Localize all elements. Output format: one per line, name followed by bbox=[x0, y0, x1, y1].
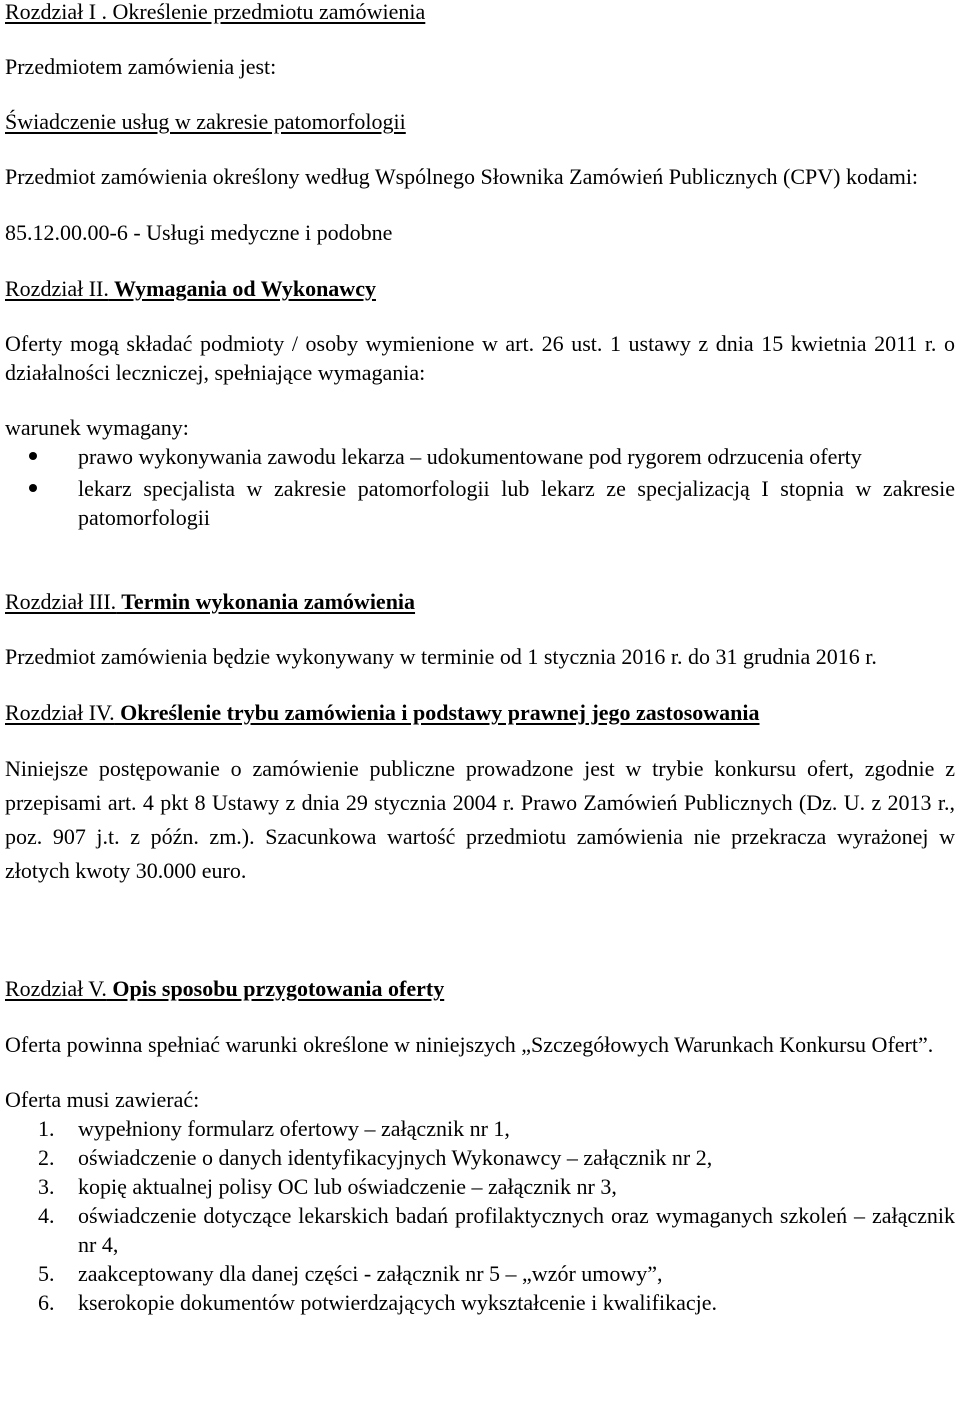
section-5-heading-title: Opis sposobu przygotowania oferty bbox=[106, 976, 445, 1001]
list-item-text: kserokopie dokumentów potwierdzających wykształcenie i kwalifikacje. bbox=[78, 1290, 717, 1315]
section-2-text: Oferty mogą składać podmioty / osoby wymienione w art. 26 ust. 1 ustawy z dnia 15 kwietnia 2011 r. o działalności leczniczej, spełniające wymagania: bbox=[5, 331, 955, 385]
section-5-text: Oferta powinna spełniać warunki określone w niniejszych „Szczegółowych Warunkach Konkursu Ofert”. bbox=[5, 1032, 934, 1057]
offer-contents-list bbox=[5, 1114, 955, 1317]
list-item-number: 6. bbox=[38, 1290, 55, 1315]
list-item-text: wypełniony formularz ofertowy – załącznik nr 1, bbox=[78, 1116, 510, 1141]
document-page bbox=[5, 0, 955, 1317]
list-item bbox=[5, 1201, 955, 1259]
list-item-text: kopię aktualnej polisy OC lub oświadczenie – załącznik nr 3, bbox=[78, 1174, 617, 1199]
list-item-number: 2. bbox=[38, 1145, 55, 1170]
list-item-text: oświadczenie dotyczące lekarskich badań profilaktycznych oraz wymaganych szkoleń – załącznik nr 4, bbox=[78, 1203, 955, 1257]
list-item bbox=[5, 474, 955, 532]
section-1-heading-text: Rozdział I . Określenie przedmiotu zamówienia bbox=[5, 0, 426, 24]
section-4-heading-num: Rozdział IV. bbox=[5, 700, 115, 725]
section-2-heading bbox=[5, 274, 955, 303]
list-item-number: 1. bbox=[38, 1116, 55, 1141]
section-1-subject: Świadczenie usług w zakresie patomorfologii bbox=[5, 109, 406, 134]
section-2-heading-title: Wymagania od Wykonawcy bbox=[108, 276, 376, 301]
section-3-heading-num: Rozdział III. bbox=[5, 589, 117, 614]
list-item-text: lekarz specjalista w zakresie patomorfologii lub lekarz ze specjalizacją I stopnia w zakresie patomorfologii bbox=[78, 476, 955, 530]
section-1-cpv-text: Przedmiot zamówienia określony według Wspólnego Słownika Zamówień Publicznych (CPV) kodami: bbox=[5, 164, 919, 189]
list-item-number: 3. bbox=[38, 1174, 55, 1199]
section-3-heading bbox=[5, 587, 955, 616]
section-4-heading-title: Określenie trybu zamówienia i podstawy prawnej jego zastosowania bbox=[114, 700, 760, 725]
section-1-heading bbox=[5, 0, 955, 26]
bullet-icon bbox=[29, 484, 37, 492]
list-item bbox=[5, 1259, 955, 1288]
list-item-text: prawo wykonywania zawodu lekarza – udokumentowane pod rygorem odrzucenia oferty bbox=[78, 444, 862, 469]
requirement-list bbox=[5, 442, 955, 532]
list-item bbox=[5, 1288, 955, 1317]
list-item-number: 4. bbox=[38, 1203, 55, 1228]
section-5-heading-num: Rozdział V. bbox=[5, 976, 107, 1001]
list-item bbox=[5, 1172, 955, 1201]
list-item bbox=[5, 442, 955, 471]
section-2-requirement-label: warunek wymagany: bbox=[5, 415, 189, 440]
list-item-text: zaakceptowany dla danej części - załącznik nr 5 – „wzór umowy”, bbox=[78, 1261, 663, 1286]
section-5-heading bbox=[5, 974, 955, 1003]
list-item-number: 5. bbox=[38, 1261, 55, 1286]
bullet-icon bbox=[29, 452, 37, 460]
section-5-list-label: Oferta musi zawierać: bbox=[5, 1087, 200, 1112]
section-3-text: Przedmiot zamówienia będzie wykonywany w terminie od 1 stycznia 2016 r. do 31 grudnia 2016 r. bbox=[5, 644, 877, 669]
section-4-heading bbox=[5, 698, 955, 727]
section-4-text: Niniejsze postępowanie o zamówienie publiczne prowadzone jest w trybie konkursu ofert, zgodnie z przepisami art. 4 pkt 8 Ustawy z dnia 29 stycznia 2004 r. Prawo Zamówień Publicznych (Dz. U. z 2013 r., poz. 907 j.t. z późn. zm.). Szacunkowa wartość przedmiotu zamówienia nie przekracza wyrażonej w złotych kwoty 30.000 euro. bbox=[5, 756, 955, 883]
list-item bbox=[5, 1143, 955, 1172]
section-1-intro: Przedmiotem zamówienia jest: bbox=[5, 54, 277, 79]
list-item bbox=[5, 1114, 955, 1143]
section-2-heading-num: Rozdział II. bbox=[5, 276, 109, 301]
section-3-heading-title: Termin wykonania zamówienia bbox=[116, 589, 416, 614]
list-item-text: oświadczenie o danych identyfikacyjnych Wykonawcy – załącznik nr 2, bbox=[78, 1145, 713, 1170]
section-1-cpv-code: 85.12.00.00-6 - Usługi medyczne i podobne bbox=[5, 220, 393, 245]
